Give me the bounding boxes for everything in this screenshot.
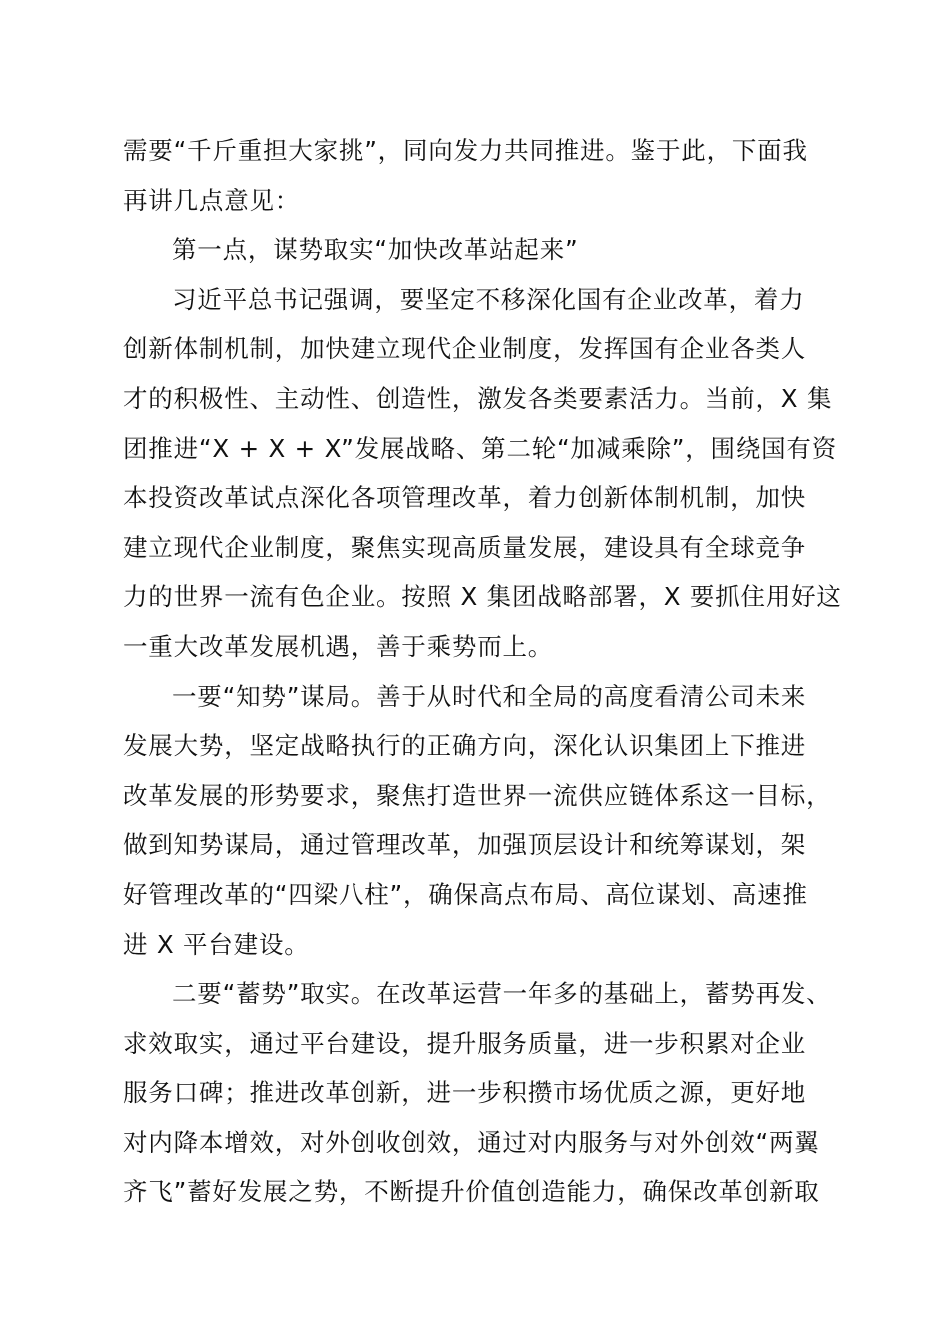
text-line: 好管理改革的“四梁八柱”，确保高点布局、高位谋划、高速推: [123, 879, 808, 909]
text-line: 创新体制机制，加快建立现代企业制度，发挥国有企业各类人: [123, 334, 807, 364]
paragraph-intro: [123, 126, 843, 225]
text-line: 对内降本增效，对外创收创效，通过对内服务与对外创效“两翼: [123, 1127, 820, 1157]
text-line: 习近平总书记强调，要坚定不移深化国有企业改革，着力: [172, 284, 805, 314]
text-line: 求效取实，通过平台建设，提升服务质量，进一步积累对企业: [123, 1028, 807, 1058]
text-line: 齐飞”蓄好发展之势，不断提升价值创造能力，确保改革创新取: [123, 1177, 820, 1207]
section-heading: [123, 225, 843, 275]
text-line: 才的积极性、主动性、创造性，激发各类要素活力。当前，X 集: [123, 383, 833, 413]
text-line: 服务口碑；推进改革创新，进一步积攒市场优质之源，更好地: [123, 1078, 807, 1108]
text-line: 一要“知势”谋局。善于从时代和全局的高度看清公司未来: [172, 681, 807, 711]
text-line: 改革发展的形势要求，聚焦打造世界一流供应链体系这一目标，: [123, 780, 832, 810]
text-line: 需要“千斤重担大家挑”，同向发力共同推进。鉴于此，下面我: [123, 136, 808, 165]
text-line: 建立现代企业制度，聚焦实现高质量发展，建设具有全球竞争: [123, 532, 807, 562]
text-line: 进 X 平台建设。: [123, 929, 310, 959]
text-line: 团推进“X + X + X”发展战略、第二轮“加减乘除”，围绕国有资: [123, 433, 838, 463]
document-body: [123, 126, 843, 1217]
text-line: 第一点，谋势取实“加快改革站起来”: [172, 235, 579, 265]
text-line: 本投资改革试点深化各项管理改革，着力创新体制机制，加快: [123, 483, 807, 513]
text-line: 力的世界一流有色企业。按照 X 集团战略部署，X 要抓住用好这: [123, 582, 842, 612]
text-line: 做到知势谋局，通过管理改革，加强顶层设计和统筹谋划，架: [123, 830, 807, 860]
text-line: 二要“蓄势”取实。在改革运营一年多的基础上，蓄势再发、: [172, 979, 832, 1009]
text-line: 一重大改革发展机遇，善于乘势而上。: [123, 631, 554, 661]
text-line: 发展大势，坚定战略执行的正确方向，深化认识集团上下推进: [123, 731, 807, 761]
text-line: 再讲几点意见：: [123, 185, 301, 215]
paragraph-zhishi: [123, 672, 843, 970]
paragraph-reform: [123, 275, 843, 672]
paragraph-xushi: [123, 969, 843, 1217]
